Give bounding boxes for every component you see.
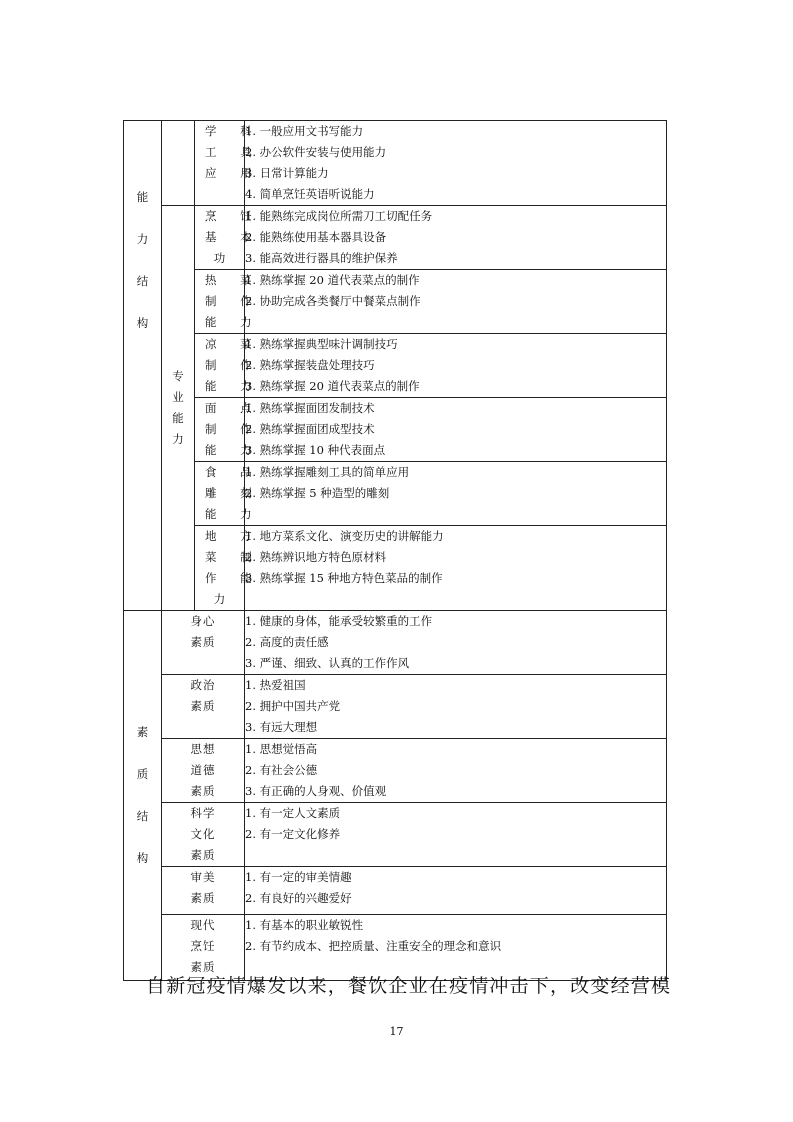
row-items: 1. 有一定的审美情趣 2. 有良好的兴趣爱好 [245,867,667,915]
row-name: 思想 道德 素质 [162,739,245,803]
row-items: 1. 熟练掌握 20 道代表菜点的制作 2. 协助完成各类餐厅中餐菜点制作 [245,270,667,334]
row-name: 面 点 制 作 能 力 [195,398,245,462]
table-row [124,334,667,398]
empty-cell [162,121,195,206]
row-name: 食 品 雕 刻 能 力 [195,462,245,526]
row-items: 1. 熟练掌握面团发制技术 2. 熟练掌握面团成型技术 3. 熟练掌握 10 种代表面点 [245,398,667,462]
professional-ability-label: 专 业 能 力 [162,206,195,611]
label-char: 质 [136,767,149,781]
label-char: 结 [136,274,149,288]
row-items: 1. 健康的身体，能承受较繁重的工作 2. 高度的责任感 3. 严谨、细致、认真的工作作风 [245,611,667,675]
label-char: 构 [136,851,149,865]
table-row [124,526,667,611]
table-row [124,915,667,981]
table-row [124,611,667,675]
row-name: 现代 烹饪 素质 [162,915,245,981]
body-paragraph: 自新冠疫情爆发以来，餐饮企业在疫情冲击下，改变经营模 [146,975,672,997]
row-name: 政治 素质 [162,675,245,739]
table-row [124,462,667,526]
table-row [124,803,667,867]
row-name: 地 方 菜 制 作 能 力 [195,526,245,611]
table-row [124,739,667,803]
label-char: 能 [136,190,149,204]
page-number: 17 [389,1025,404,1038]
quality-structure-label [124,611,162,981]
row-items: 1. 思想觉悟高 2. 有社会公德 3. 有正确的人身观、价值观 [245,739,667,803]
row-items: 1. 有基本的职业敏锐性 2. 有节约成本、把控质量、注重安全的理念和意识 [245,915,667,981]
row-items: 1. 有一定人文素质 2. 有一定文化修养 [245,803,667,867]
table-row [124,270,667,334]
row-items: 1. 熟练掌握典型味汁调制技巧 2. 熟练掌握装盘处理技巧 3. 熟练掌握 20 道代表菜点的制作 [245,334,667,398]
table-row [124,206,667,270]
row-name: 学 科 工 具 应 用 [195,121,245,206]
label-char: 素 [136,725,149,739]
competency-table [123,120,667,981]
label-char: 结 [136,809,149,823]
row-items: 1. 热爱祖国 2. 拥护中国共产党 3. 有远大理想 [245,675,667,739]
row-items: 1. 一般应用文书写能力 2. 办公软件安装与使用能力 3. 日常计算能力 4. 简单烹饪英语听说能力 [245,121,667,206]
table-row [124,398,667,462]
row-name: 身心 素质 [162,611,245,675]
row-items: 1. 能熟练完成岗位所需刀工切配任务 2. 能熟练使用基本器具设备 3. 能高效进行器具的维护保养 [245,206,667,270]
row-items: 1. 地方菜系文化、演变历史的讲解能力 2. 熟练辨识地方特色原材料 3. 熟练掌握 15 种地方特色菜品的制作 [245,526,667,611]
label-char: 构 [136,316,149,330]
label-char: 力 [136,232,149,246]
ability-structure-label [124,121,162,611]
table-row [124,121,667,206]
row-name: 科学 文化 素质 [162,803,245,867]
table-row [124,867,667,915]
row-name: 审美 素质 [162,867,245,915]
row-name: 凉 菜 制 作 能 力 [195,334,245,398]
row-items: 1. 熟练掌握雕刻工具的简单应用 2. 熟练掌握 5 种造型的雕刻 [245,462,667,526]
row-name: 热 菜 制 作 能 力 [195,270,245,334]
table-row [124,675,667,739]
row-name: 烹 饪 基 本 功 [195,206,245,270]
